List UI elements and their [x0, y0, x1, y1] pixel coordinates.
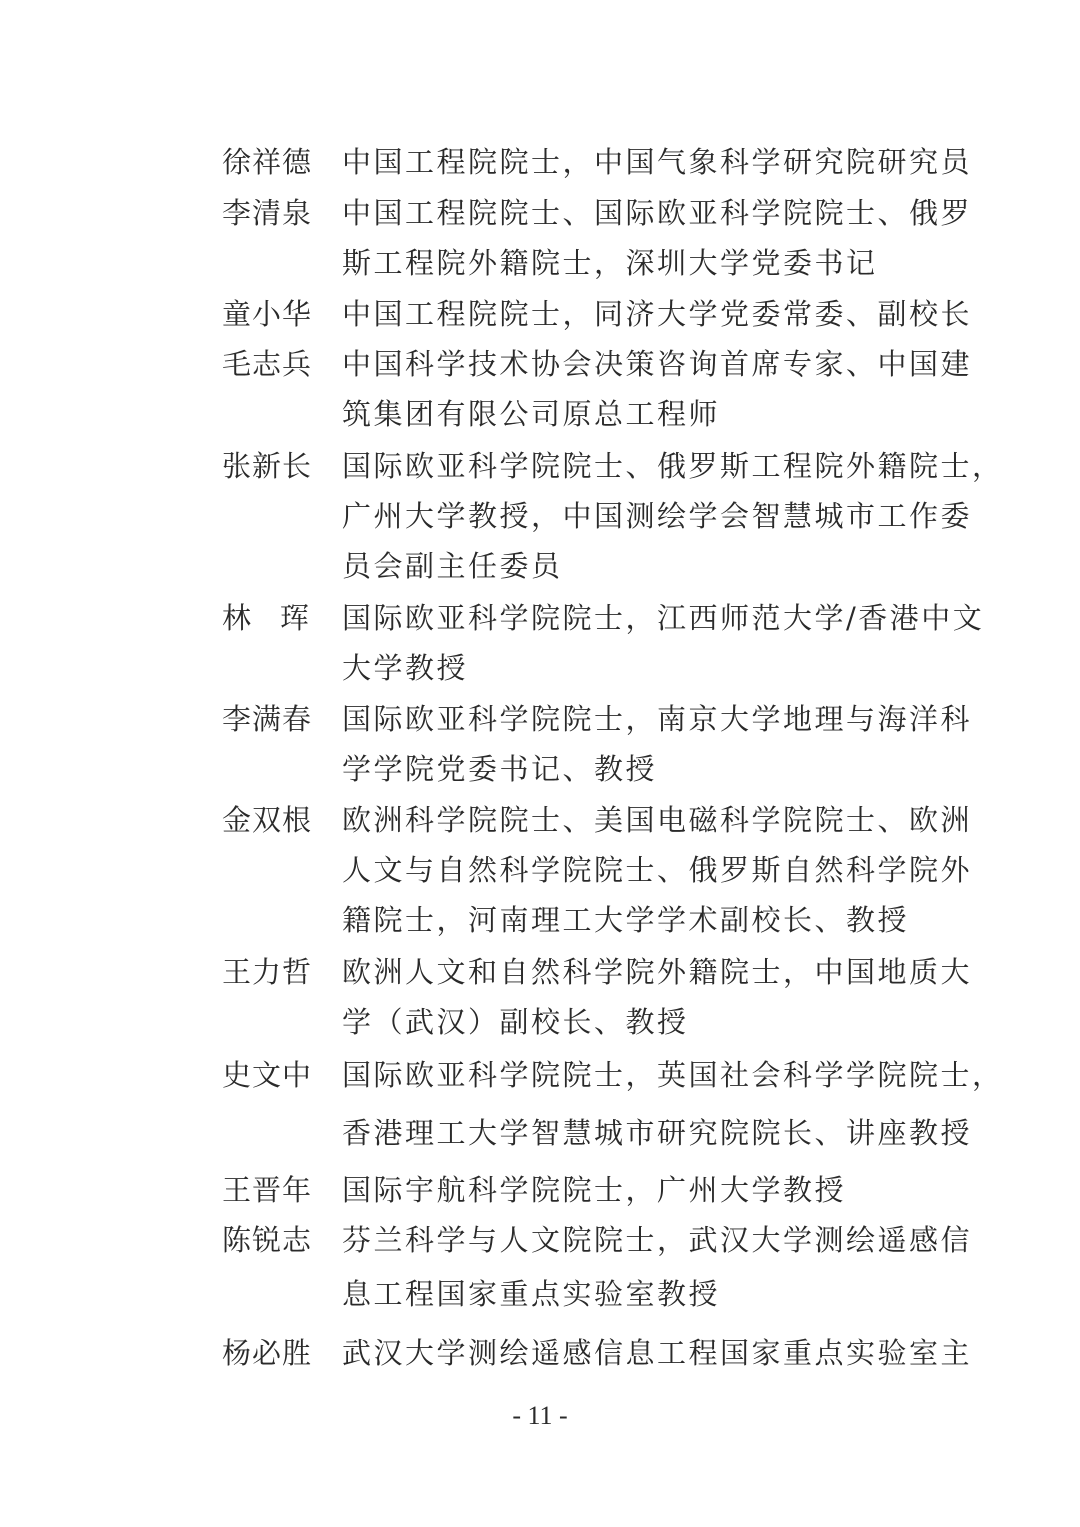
- member-name: 王力哲: [222, 955, 313, 989]
- member-description: [342, 193, 973, 293]
- description-line: 中国工程院院士、国际欧亚科学院院士、俄罗: [342, 196, 973, 230]
- member-description: [342, 142, 973, 192]
- description-line: 欧洲人文和自然科学院外籍院士，中国地质大: [342, 955, 973, 989]
- member-description: [342, 699, 973, 799]
- member-description: [342, 1220, 973, 1324]
- description-line: 国际欧亚科学院院士，英国社会科学学院院士，: [342, 1058, 1004, 1092]
- page-number: - 11 -: [512, 1401, 568, 1430]
- description-line: 国际欧亚科学院院士，南京大学地理与海洋科: [342, 702, 973, 736]
- member-name: 童小华: [222, 297, 313, 331]
- member-description: [342, 344, 973, 444]
- member-description: [342, 1333, 973, 1383]
- description-line: 香港理工大学智慧城市研究院院长、讲座教授: [342, 1116, 973, 1150]
- description-line: 中国科学技术协会决策咨询首席专家、中国建: [342, 347, 973, 381]
- member-name: 杨必胜: [222, 1336, 313, 1370]
- description-line: 芬兰科学与人文院院士，武汉大学测绘遥感信: [342, 1223, 973, 1257]
- description-line: 大学教授: [342, 651, 469, 685]
- description-line: 中国工程院院士，同济大学党委常委、副校长: [342, 297, 973, 331]
- description-line: 国际欧亚科学院院士，江西师范大学/香港中文: [342, 601, 985, 635]
- description-line: 斯工程院外籍院士，深圳大学党委书记: [342, 246, 878, 280]
- member-description: [342, 294, 973, 344]
- member-name: 徐祥德: [222, 145, 313, 179]
- description-line: 息工程国家重点实验室教授: [342, 1277, 721, 1311]
- description-line: 学学院党委书记、教授: [342, 752, 658, 786]
- member-name: 王晋年: [222, 1173, 313, 1207]
- member-name: 李清泉: [222, 196, 313, 230]
- description-line: 员会副主任委员: [342, 549, 563, 583]
- member-name: 金双根: [222, 803, 313, 837]
- description-line: 欧洲科学院院士、美国电磁科学院院士、欧洲: [342, 803, 973, 837]
- member-name: 林 珲: [222, 601, 310, 635]
- member-name: 张新长: [222, 449, 313, 483]
- description-line: 人文与自然科学院院士、俄罗斯自然科学院外: [342, 853, 973, 887]
- member-description: [342, 598, 985, 698]
- description-line: 学（武汉）副校长、教授: [342, 1005, 689, 1039]
- description-line: 中国工程院院士，中国气象科学研究院研究员: [342, 145, 973, 179]
- member-name: 史文中: [222, 1058, 313, 1092]
- member-name: 陈锐志: [222, 1223, 313, 1257]
- member-description: [342, 952, 973, 1052]
- description-line: 武汉大学测绘遥感信息工程国家重点实验室主: [342, 1336, 973, 1370]
- description-line: 广州大学教授，中国测绘学会智慧城市工作委: [342, 499, 973, 533]
- member-name: 李满春: [222, 702, 313, 736]
- description-line: 国际欧亚科学院院士、俄罗斯工程院外籍院士，: [342, 449, 1004, 483]
- member-name: 毛志兵: [222, 347, 313, 381]
- member-description: [342, 800, 973, 950]
- description-line: 筑集团有限公司原总工程师: [342, 397, 721, 431]
- description-line: 籍院士，河南理工大学学术副校长、教授: [342, 903, 910, 937]
- member-description: [342, 1055, 1004, 1163]
- member-description: [342, 1170, 942, 1220]
- description-line: 国际宇航科学院院士，广州大学教授: [342, 1173, 847, 1207]
- member-description: [342, 446, 1004, 596]
